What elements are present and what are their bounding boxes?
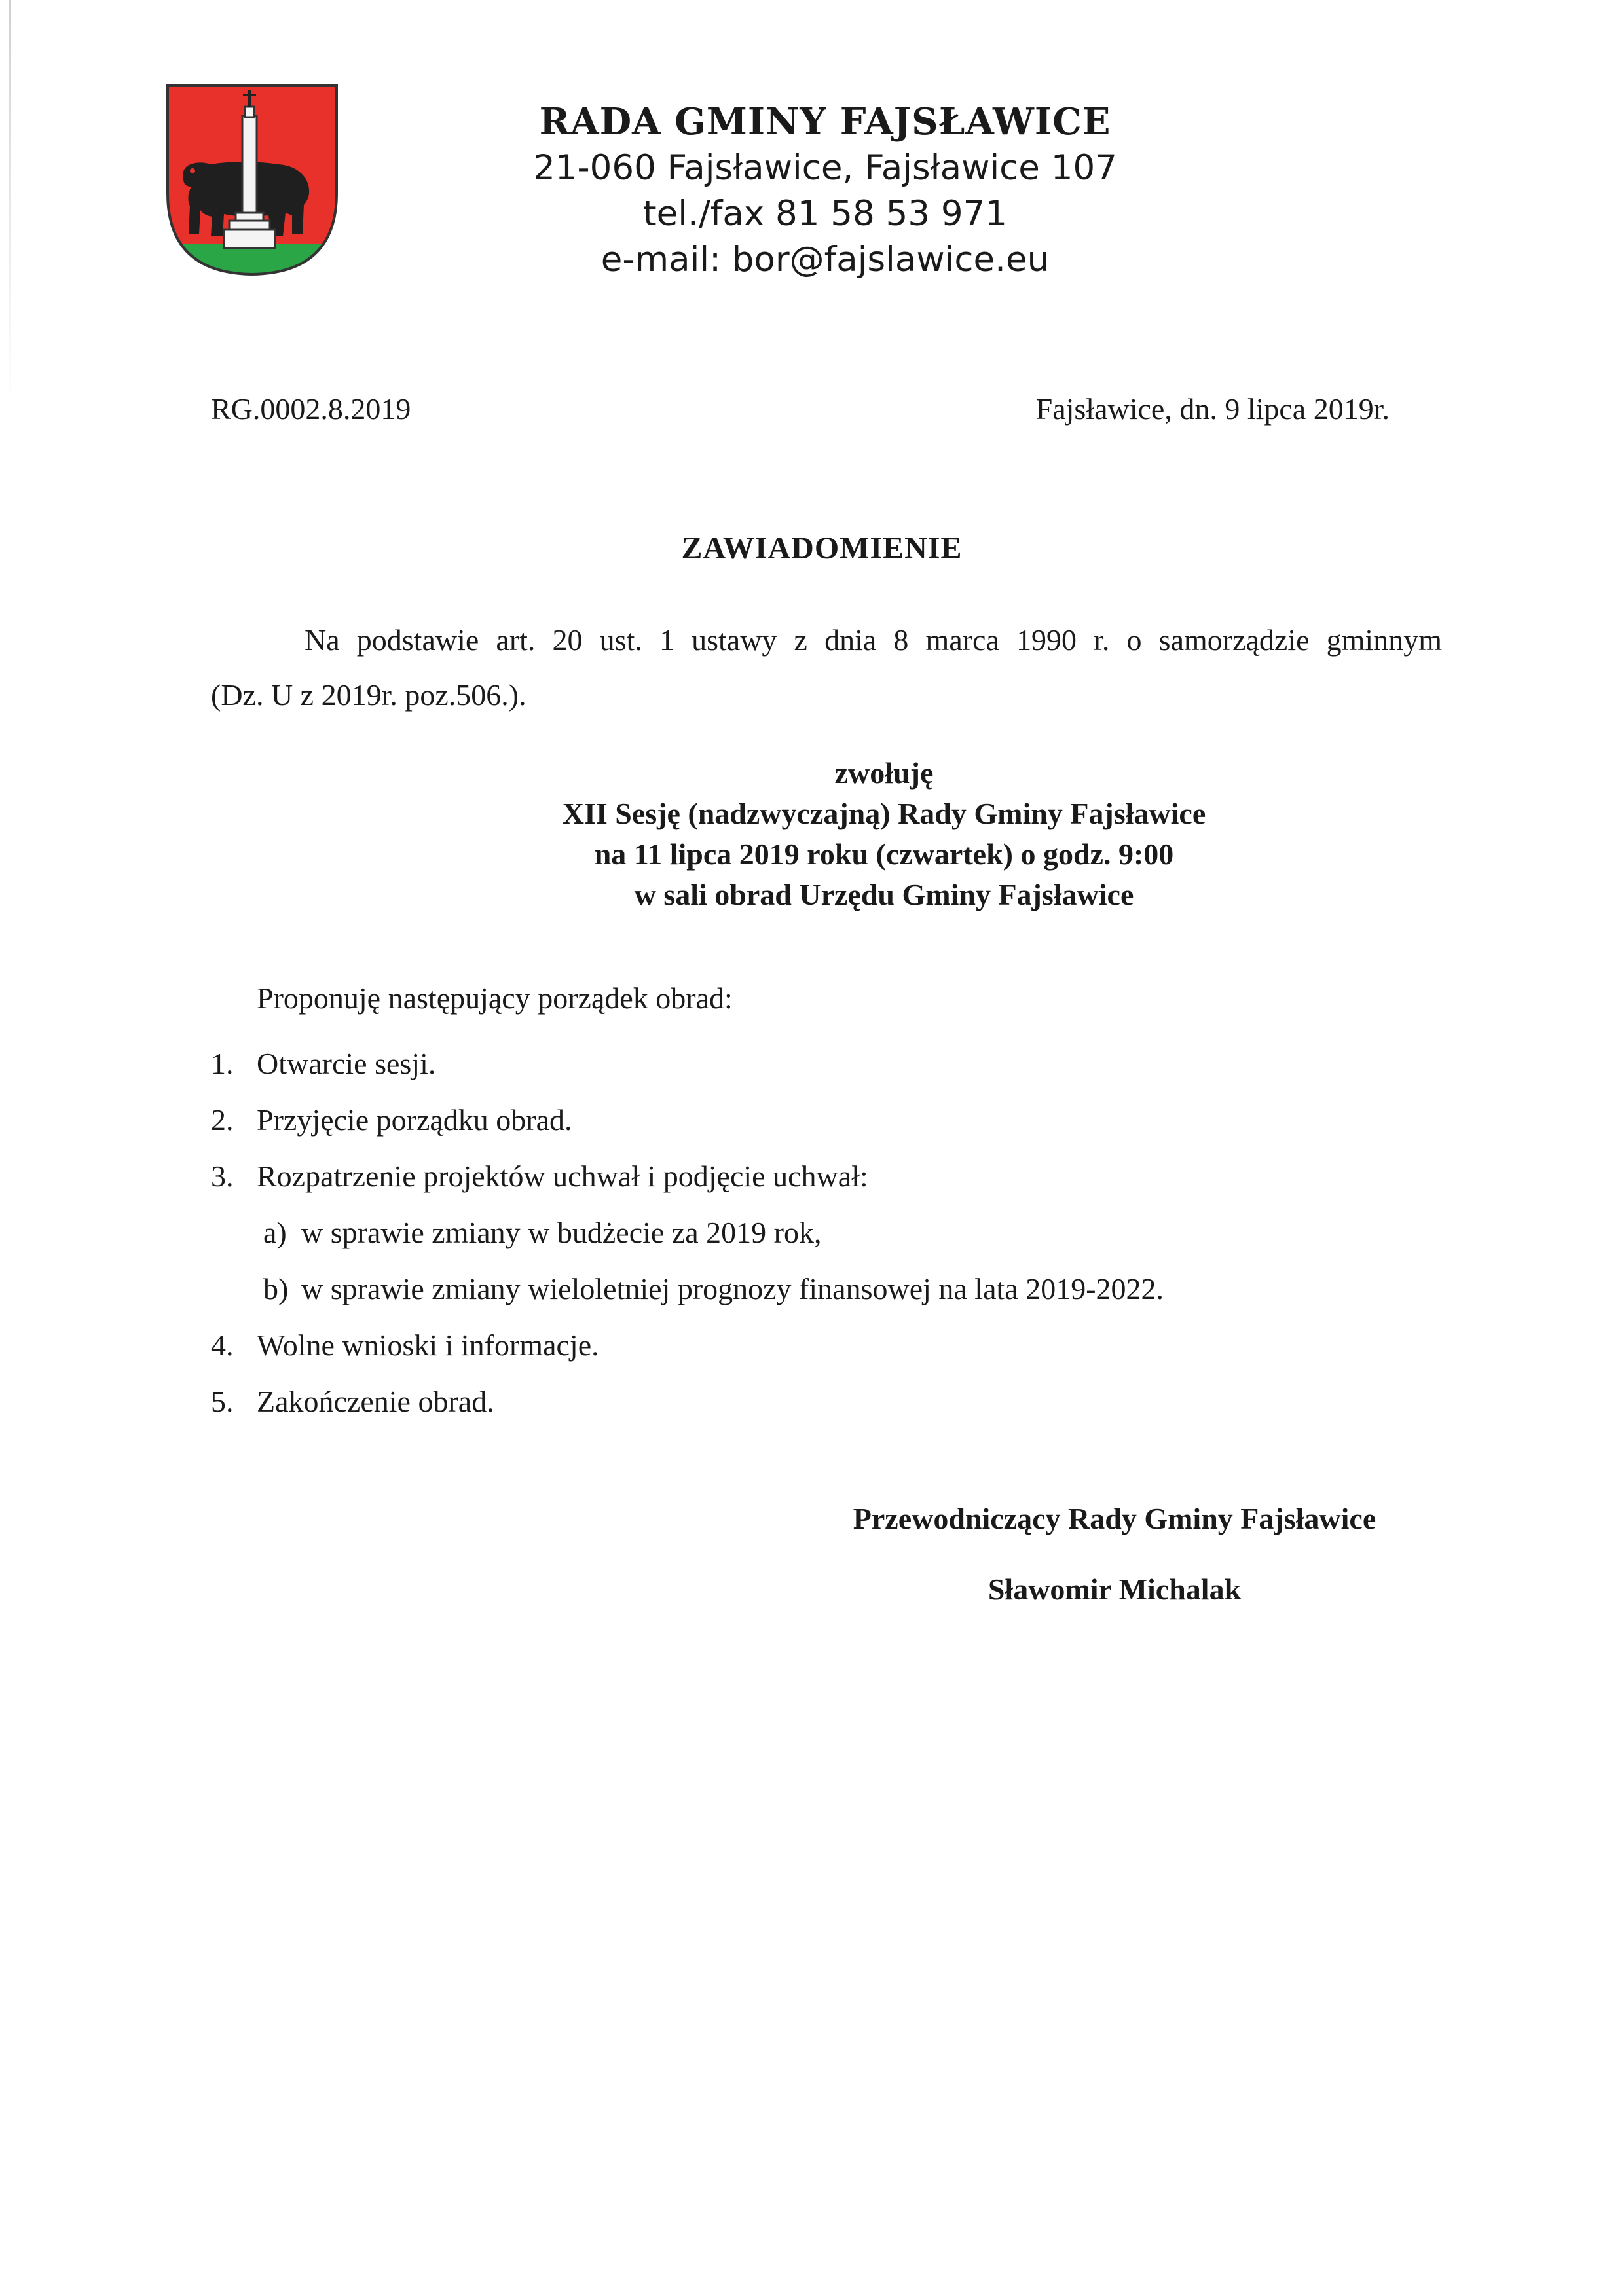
institution-address: 21-060 Fajsławice, Fajsławice 107 bbox=[533, 148, 1117, 188]
agenda-item-number: 3. bbox=[211, 1159, 234, 1193]
signatory-name: Sławomir Michalak bbox=[987, 1573, 1242, 1606]
agenda-item-text: Przyjęcie porządku obrad. bbox=[257, 1103, 572, 1137]
agenda-item-number: 1. bbox=[211, 1047, 234, 1080]
coat-of-arms-icon bbox=[164, 82, 341, 278]
legal-basis-line-2: (Dz. U z 2019r. poz.506.). bbox=[211, 678, 526, 712]
agenda-subitem-letter: a) bbox=[263, 1216, 287, 1249]
agenda-item-number: 5. bbox=[211, 1385, 234, 1418]
convocation-line-3: na 11 lipca 2019 roku (czwartek) o godz. 9:00 bbox=[594, 837, 1174, 871]
institution-name: RADA GMINY FAJSŁAWICE bbox=[539, 100, 1111, 143]
agenda-subitem bbox=[211, 1205, 1164, 1261]
agenda-subitem-text: w sprawie zmiany wieloletniej prognozy finansowej na lata 2019-2022. bbox=[301, 1272, 1164, 1305]
legal-basis-paragraph bbox=[211, 613, 1442, 723]
agenda-item-number: 2. bbox=[211, 1103, 234, 1137]
convocation-line-1: zwołuję bbox=[834, 756, 934, 790]
document-reference: RG.0002.8.2019 bbox=[211, 392, 411, 426]
agenda-item bbox=[211, 1148, 1164, 1205]
agenda-subitem-letter: b) bbox=[263, 1272, 289, 1305]
agenda-item bbox=[211, 1374, 1164, 1430]
institution-phone: tel./fax 81 58 53 971 bbox=[642, 194, 1008, 234]
signatory-role: Przewodniczący Rady Gminy Fajsławice bbox=[853, 1502, 1376, 1535]
agenda-item-text: Wolne wnioski i informacje. bbox=[257, 1328, 599, 1362]
convocation-block bbox=[0, 753, 1624, 915]
signature-block bbox=[826, 1499, 1403, 1609]
document-date: Fajsławice, dn. 9 lipca 2019r. bbox=[1035, 392, 1390, 426]
agenda-item-number: 4. bbox=[211, 1328, 234, 1362]
agenda-item bbox=[211, 1317, 1164, 1374]
legal-basis-line-1: Na podstawie art. 20 ust. 1 ustawy z dnia 8 marca 1990 r. o samorządzie gminnym bbox=[304, 623, 1442, 657]
convocation-line-2: XII Sesję (nadzwyczajną) Rady Gminy Fajsławice bbox=[562, 797, 1206, 830]
agenda-subitem bbox=[211, 1261, 1164, 1317]
agenda-item bbox=[211, 1092, 1164, 1148]
agenda-intro: Proponuję następujący porządek obrad: bbox=[257, 981, 733, 1015]
institution-email: e-mail: bor@fajslawice.eu bbox=[600, 240, 1050, 280]
agenda-item-text: Zakończenie obrad. bbox=[257, 1385, 494, 1418]
agenda-item bbox=[211, 1036, 1164, 1092]
agenda-subitem-text: w sprawie zmiany w budżecie za 2019 rok, bbox=[301, 1216, 822, 1249]
agenda-list bbox=[211, 1036, 1164, 1430]
agenda-item-text: Otwarcie sesji. bbox=[257, 1047, 436, 1080]
scan-edge-mark bbox=[9, 0, 11, 406]
document-title: ZAWIADOMIENIE bbox=[681, 531, 963, 566]
agenda-item-text: Rozpatrzenie projektów uchwał i podjęcie uchwał: bbox=[257, 1159, 868, 1193]
letterhead bbox=[498, 98, 1153, 283]
convocation-line-4: w sali obrad Urzędu Gminy Fajsławice bbox=[634, 878, 1134, 911]
